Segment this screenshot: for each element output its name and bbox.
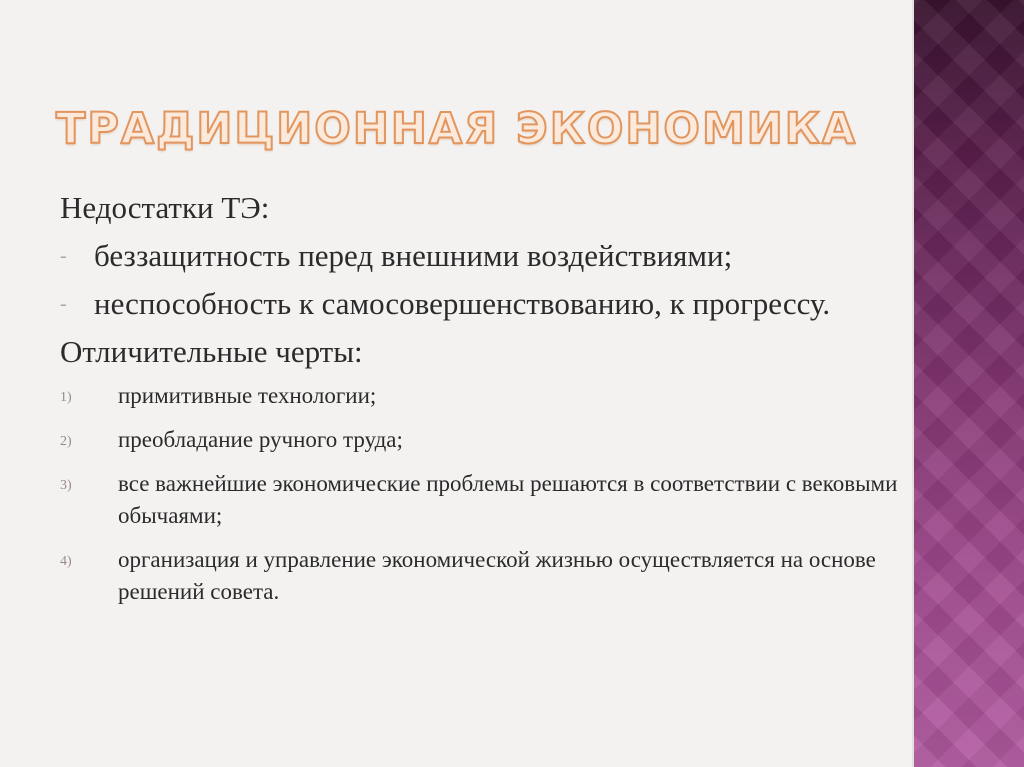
number-marker: 2) bbox=[60, 434, 72, 449]
list-item-text: все важнейшие экономические проблемы решаются в соответствии с вековыми обычаями; bbox=[118, 471, 898, 528]
slide-title: ТРАДИЦИОННАЯ ЭКОНОМИКА bbox=[56, 104, 858, 154]
number-marker: 1) bbox=[60, 390, 72, 405]
decorative-side-band bbox=[914, 0, 1024, 767]
list-item bbox=[60, 284, 900, 324]
list-item bbox=[60, 468, 900, 532]
list-item-text: преобладание ручного труда; bbox=[118, 427, 403, 452]
dash-marker: - bbox=[60, 293, 67, 315]
drawbacks-heading: Недостатки ТЭ: bbox=[60, 190, 270, 225]
dash-marker: - bbox=[60, 245, 67, 267]
features-list bbox=[60, 380, 900, 608]
features-heading: Отличительные черты: bbox=[60, 334, 363, 369]
list-item-text: неспособность к самосовершенствованию, к прогрессу. bbox=[94, 286, 831, 321]
list-item bbox=[60, 380, 900, 412]
drawbacks-list bbox=[60, 236, 900, 324]
list-item-text: примитивные технологии; bbox=[118, 383, 377, 408]
number-marker: 3) bbox=[60, 478, 72, 493]
list-item bbox=[60, 424, 900, 456]
list-item bbox=[60, 236, 900, 276]
list-item bbox=[60, 544, 900, 608]
list-item-text: организация и управление экономической жизнью осуществляется на основе решений совета. bbox=[118, 547, 876, 604]
number-marker: 4) bbox=[60, 554, 72, 569]
list-item-text: беззащитность перед внешними воздействиями; bbox=[94, 238, 733, 273]
slide-content bbox=[60, 188, 900, 620]
